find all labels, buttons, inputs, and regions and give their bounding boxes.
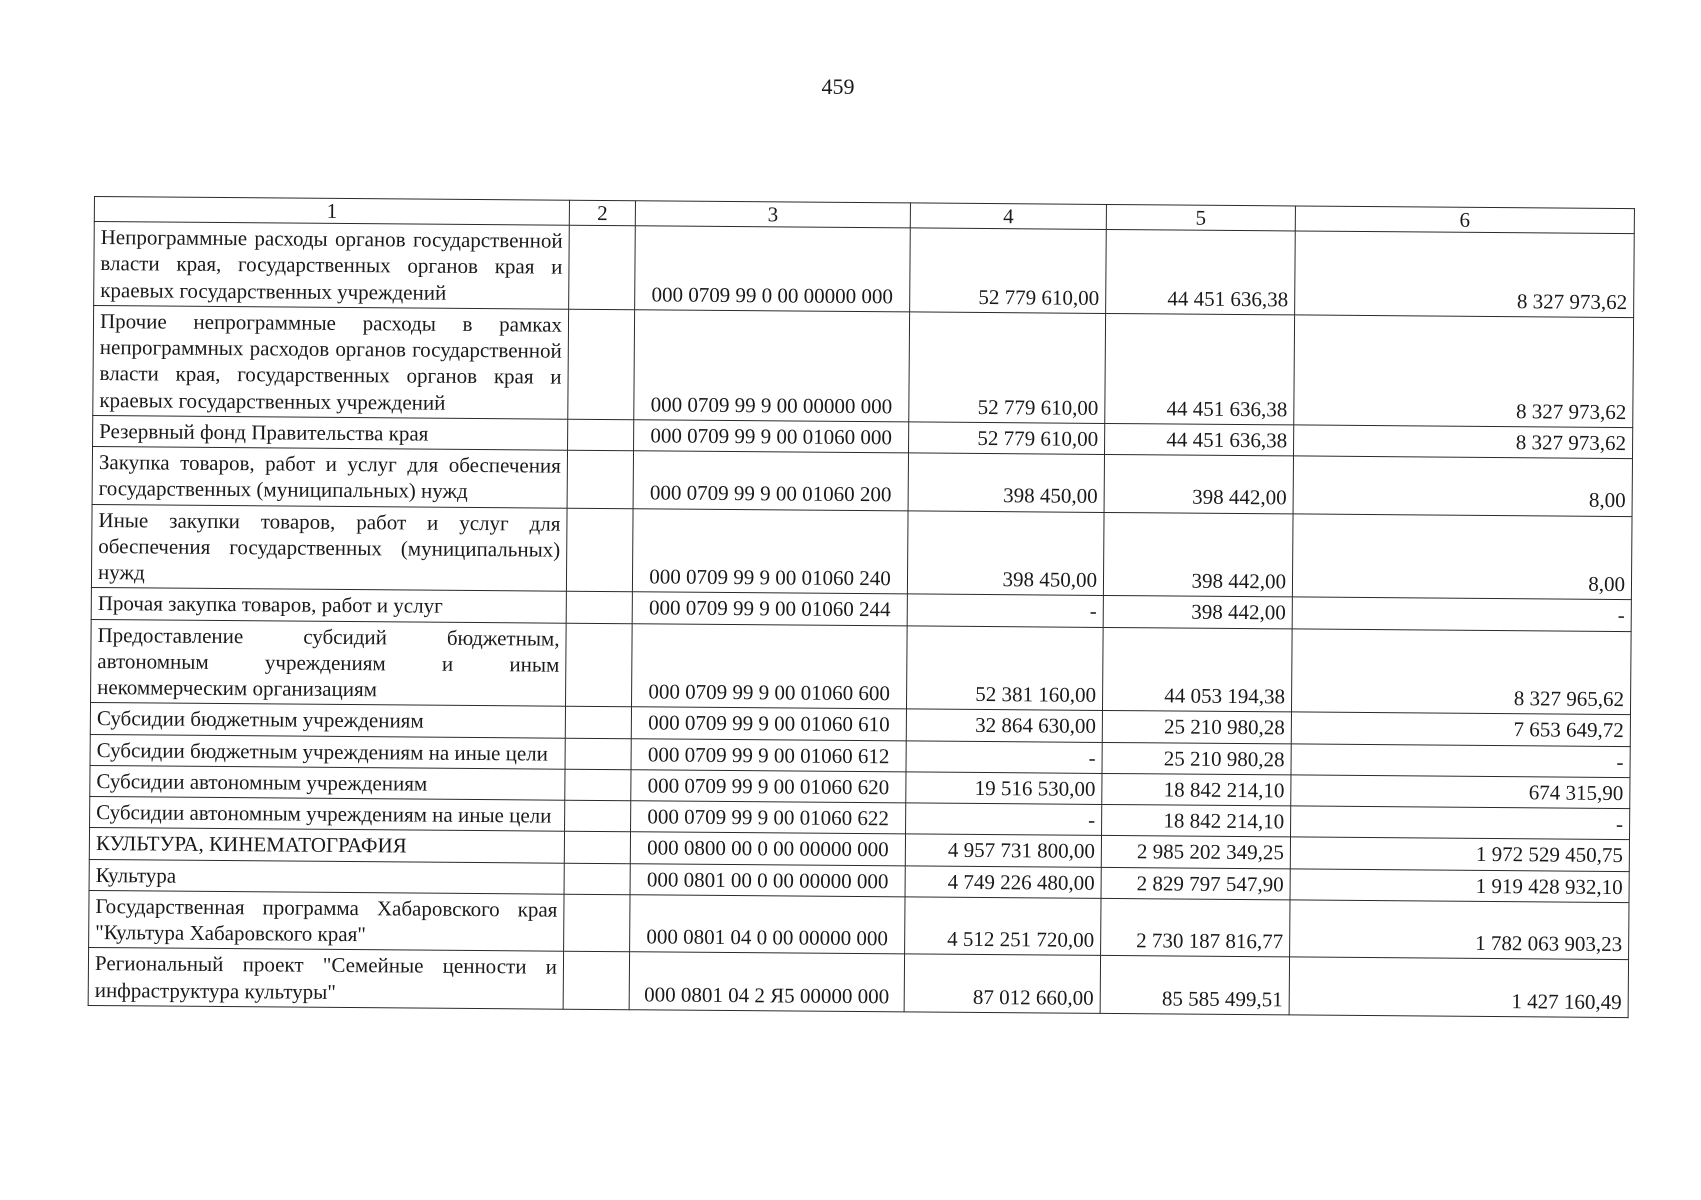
row-name-cell: Государственная программа Хабаровского края "Культура Хабаровского края" xyxy=(89,890,564,951)
row-col2-cell xyxy=(564,831,630,863)
row-col2-cell xyxy=(565,706,631,738)
amount-col6-cell: 1 972 529 450,75 xyxy=(1290,837,1629,871)
amount-col4-cell: 52 779 610,00 xyxy=(909,312,1106,424)
table-row xyxy=(88,948,1628,1018)
budget-code-cell: 000 0801 04 2 Я5 00000 000 xyxy=(629,952,904,1012)
amount-col5-cell: 44 451 636,38 xyxy=(1106,229,1296,314)
row-name-cell: Субсидии автономным учреждениям на иные цели xyxy=(90,796,565,831)
amount-col6-cell: - xyxy=(1291,743,1630,777)
row-name-cell: КУЛЬТУРА, КИНЕМАТОГРАФИЯ xyxy=(89,828,564,863)
amount-col4-cell: 398 450,00 xyxy=(907,510,1104,595)
row-name-cell: Субсидии бюджетным учреждениям на иные цели xyxy=(90,734,565,769)
amount-col5-cell: 18 842 214,10 xyxy=(1102,773,1291,806)
table-row xyxy=(93,305,1634,427)
row-col2-cell xyxy=(567,450,633,508)
row-col2-cell xyxy=(563,951,629,1009)
amount-col5-cell: 44 053 194,38 xyxy=(1102,627,1292,712)
budget-code-cell: 000 0709 99 9 00 01060 620 xyxy=(631,769,906,802)
amount-col6-cell: 1 782 063 903,23 xyxy=(1290,900,1629,960)
budget-code-cell: 000 0709 99 9 00 01060 622 xyxy=(631,801,906,834)
header-cell: 4 xyxy=(910,203,1106,230)
amount-col6-cell: 1 919 428 932,10 xyxy=(1290,868,1629,902)
budget-code-cell: 000 0801 00 0 00 00000 000 xyxy=(630,863,905,896)
row-name-cell: Резервный фонд Правительства края xyxy=(93,415,568,450)
amount-col6-cell: 8 327 973,62 xyxy=(1295,231,1635,317)
amount-col5-cell: 2 985 202 349,25 xyxy=(1101,836,1290,869)
amount-col6-cell: - xyxy=(1291,806,1630,840)
amount-col5-cell: 25 210 980,28 xyxy=(1102,711,1291,744)
budget-code-cell: 000 0709 99 0 00 00000 000 xyxy=(635,226,911,312)
amount-col4-cell: 19 516 530,00 xyxy=(906,772,1102,805)
amount-col5-cell: 2 730 187 816,77 xyxy=(1101,898,1290,957)
amount-col4-cell: 52 779 610,00 xyxy=(909,422,1105,455)
amount-col4-cell: 4 749 226 480,00 xyxy=(905,865,1101,898)
amount-col6-cell: 1 427 160,49 xyxy=(1289,957,1628,1017)
budget-sheet xyxy=(88,196,1634,1018)
row-name-cell: Субсидии бюджетным учреждениям xyxy=(90,703,565,738)
budget-code-cell: 000 0800 00 0 00 00000 000 xyxy=(630,832,905,865)
header-cell: 2 xyxy=(569,200,635,226)
header-cell: 3 xyxy=(635,201,910,228)
table-row xyxy=(91,504,1632,600)
table-row xyxy=(94,222,1635,318)
row-col2-cell xyxy=(569,225,636,309)
table-row xyxy=(91,619,1632,715)
row-col2-cell xyxy=(566,591,632,623)
amount-col5-cell: 25 210 980,28 xyxy=(1102,742,1291,775)
amount-col4-cell: - xyxy=(906,740,1102,773)
row-col2-cell xyxy=(568,419,634,451)
amount-col6-cell: - xyxy=(1292,597,1631,631)
row-col2-cell xyxy=(564,894,630,952)
row-col2-cell xyxy=(565,800,631,832)
amount-col6-cell: 8,00 xyxy=(1292,513,1632,599)
budget-code-cell: 000 0709 99 9 00 01060 244 xyxy=(632,592,907,625)
amount-col5-cell: 85 585 499,51 xyxy=(1100,956,1289,1015)
amount-col6-cell: 8 327 965,62 xyxy=(1291,628,1631,714)
budget-code-cell: 000 0801 04 0 00 00000 000 xyxy=(630,894,905,954)
amount-col4-cell: 52 779 610,00 xyxy=(910,228,1107,313)
row-name-cell: Закупка товаров, работ и услуг для обеспечения государственных (муниципальных) нужд xyxy=(92,446,567,507)
amount-col4-cell: 52 381 160,00 xyxy=(906,625,1103,710)
amount-col4-cell: 87 012 660,00 xyxy=(904,954,1100,1013)
amount-col4-cell: 4 512 251 720,00 xyxy=(905,897,1101,956)
row-name-cell: Субсидии автономным учреждениям xyxy=(90,765,565,800)
row-name-cell: Непрограммные расходы органов государственной власти края, государственных органов края и краевых государственных учреждений xyxy=(94,222,570,309)
budget-code-cell: 000 0709 99 9 00 01060 240 xyxy=(632,508,908,594)
amount-col4-cell: - xyxy=(906,803,1102,836)
row-name-cell: Иные закупки товаров, работ и услуг для обеспечения государственных (муниципальных) нужд xyxy=(91,504,567,591)
row-name-cell: Предоставление субсидий бюджетным, автономным учреждениям и иным некоммерческим организациям xyxy=(91,619,567,706)
budget-table xyxy=(88,196,1635,1018)
amount-col5-cell: 18 842 214,10 xyxy=(1102,804,1291,837)
budget-code-cell: 000 0709 99 9 00 01060 600 xyxy=(632,623,908,709)
row-name-cell: Региональный проект "Семейные ценности и инфраструктура культуры" xyxy=(88,948,563,1009)
row-col2-cell xyxy=(566,623,633,707)
row-col2-cell xyxy=(565,769,631,801)
budget-code-cell: 000 0709 99 9 00 01060 610 xyxy=(631,707,906,740)
amount-col6-cell: 7 653 649,72 xyxy=(1291,712,1630,746)
header-cell: 1 xyxy=(94,197,569,226)
amount-col5-cell: 2 829 797 547,90 xyxy=(1101,867,1290,900)
amount-col4-cell: - xyxy=(907,594,1103,627)
amount-col6-cell: 8,00 xyxy=(1293,456,1632,516)
header-cell: 5 xyxy=(1106,204,1295,230)
row-name-cell: Прочие непрограммные расходы в рамках непрограммных расходов органов государственной власти края, государственных органов края и краевых государственных учреждений xyxy=(93,305,569,419)
amount-col4-cell: 398 450,00 xyxy=(908,453,1104,512)
row-name-cell: Прочая закупка товаров, работ и услуг xyxy=(91,588,566,623)
page-number: 459 xyxy=(821,74,855,99)
amount-col5-cell: 398 442,00 xyxy=(1104,454,1293,513)
row-name-cell: Культура xyxy=(89,859,564,894)
amount-col5-cell: 44 451 636,38 xyxy=(1105,423,1294,456)
amount-col6-cell: 8 327 973,62 xyxy=(1293,425,1632,459)
amount-col6-cell: 8 327 973,62 xyxy=(1294,315,1634,428)
budget-code-cell: 000 0709 99 9 00 01060 612 xyxy=(631,738,906,771)
header-cell: 6 xyxy=(1295,206,1634,234)
amount-col4-cell: 4 957 731 800,00 xyxy=(905,834,1101,867)
row-col2-cell xyxy=(564,863,630,895)
amount-col5-cell: 398 442,00 xyxy=(1103,596,1292,629)
budget-code-cell: 000 0709 99 9 00 01060 000 xyxy=(634,419,909,452)
amount-col5-cell: 44 451 636,38 xyxy=(1105,313,1295,424)
budget-code-cell: 000 0709 99 9 00 00000 000 xyxy=(634,309,910,421)
amount-col4-cell: 32 864 630,00 xyxy=(906,709,1102,742)
amount-col5-cell: 398 442,00 xyxy=(1103,512,1293,597)
row-col2-cell xyxy=(565,738,631,770)
row-col2-cell xyxy=(566,508,633,592)
amount-col6-cell: 674 315,90 xyxy=(1291,775,1630,809)
budget-code-cell: 000 0709 99 9 00 01060 200 xyxy=(633,451,908,511)
row-col2-cell xyxy=(568,309,635,420)
